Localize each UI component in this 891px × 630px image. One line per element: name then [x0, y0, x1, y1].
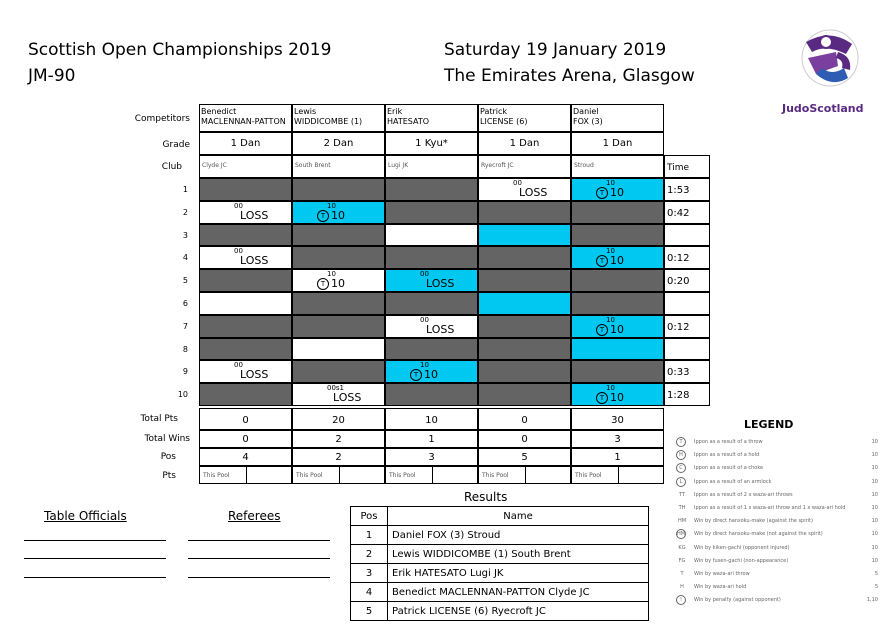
score-value: 10 — [331, 208, 345, 222]
competitor-last-name: MACLENNAN-PATTON — [201, 117, 286, 126]
legend-title: LEGEND — [744, 418, 794, 431]
contest-number: 6 — [182, 299, 188, 308]
score-value: 10 — [610, 391, 624, 405]
contest-cell — [292, 292, 385, 315]
legend-points: 10 — [871, 465, 878, 472]
contest-cell — [292, 246, 385, 269]
competitor-grade: 1 Dan — [199, 132, 292, 155]
contest-cell — [571, 315, 664, 338]
results-row — [351, 564, 649, 583]
contest-cell — [478, 383, 571, 406]
legend-description: Win by direct hansoku-make (not against the spirit) — [694, 531, 823, 538]
contest-number: 3 — [182, 230, 188, 240]
result-position: 1 — [351, 526, 388, 545]
legend-points: 10 — [871, 439, 878, 445]
contest-cell — [571, 201, 664, 224]
result-position: 5 — [351, 602, 388, 621]
score-value: 10 — [610, 322, 624, 336]
label-club: Club — [161, 162, 182, 172]
legend-symbol-icon: ! — [676, 595, 686, 605]
competitor-total-wins: 0 — [478, 430, 571, 448]
score-code: 00 — [420, 315, 429, 324]
score-value: LOSS — [426, 277, 455, 291]
result-position: 4 — [351, 583, 388, 602]
results-col-pos: Pos — [351, 507, 388, 526]
referees-heading: Referees — [228, 509, 281, 523]
legend-points: 10 — [871, 544, 878, 551]
win-score — [596, 186, 624, 199]
competitor-total-wins: 2 — [292, 430, 385, 448]
contest-cell — [571, 246, 664, 269]
loss-label — [333, 391, 361, 404]
legend-symbol-icon: HM — [677, 531, 686, 538]
competitor-first-name: Patrick — [480, 107, 508, 116]
judoscotland-logo — [782, 22, 866, 117]
score-value: 10 — [424, 368, 438, 382]
loss-label — [240, 209, 268, 222]
ippon-throw-icon: T — [596, 187, 608, 199]
contest-cell — [478, 201, 571, 224]
weight-category: JM-90 — [28, 66, 76, 86]
pts-this-pool: This Pool — [575, 472, 602, 479]
contest-cell — [199, 383, 292, 406]
win-score — [596, 391, 624, 404]
contest-cell — [292, 178, 385, 201]
contest-number: 9 — [182, 367, 188, 377]
contest-time: 0:42 — [664, 201, 710, 224]
result-name: Daniel FOX (3) Stroud — [388, 526, 649, 545]
contest-cell — [571, 292, 664, 315]
competitor-club: Ryecroft JC — [478, 155, 571, 178]
event-title: Scottish Open Championships 2019 — [28, 40, 332, 60]
score-code: 10 — [606, 247, 615, 256]
contest-cell — [478, 224, 571, 247]
label-total-pts: Total Pts — [140, 414, 178, 424]
contest-cell — [292, 201, 385, 224]
contest-cell — [478, 315, 571, 338]
legend-description: Win by penalty (against opponent) — [694, 597, 781, 604]
competitor-header — [385, 104, 478, 132]
score-code: 00 — [234, 201, 243, 210]
loss-label — [426, 323, 454, 336]
legend-symbol-icon: C — [676, 463, 686, 473]
contest-time: 0:12 — [664, 246, 710, 269]
competitor-grade: 1 Kyu* — [385, 132, 478, 155]
contest-cell — [199, 224, 292, 247]
contest-time — [664, 292, 710, 315]
contest-number: 5 — [182, 276, 188, 286]
loss-label — [240, 368, 268, 381]
competitor-header — [292, 104, 385, 132]
legend-description: Ippon as a result of a choke — [694, 465, 764, 472]
contest-time — [664, 224, 710, 247]
event-venue: The Emirates Arena, Glasgow — [444, 66, 695, 86]
contest-cell — [199, 178, 292, 201]
win-score — [596, 254, 624, 267]
referee-line — [188, 540, 330, 541]
ippon-throw-icon: T — [317, 278, 329, 290]
pts-this-pool: This Pool — [296, 472, 323, 479]
result-name: Patrick LICENSE (6) Ryecroft JC — [388, 602, 649, 621]
legend-points: 1,10 — [866, 597, 878, 604]
legend-symbol-icon: HM — [677, 518, 687, 525]
contest-cell — [385, 338, 478, 361]
legend-symbol-icon: L — [676, 477, 686, 487]
contest-number: 8 — [182, 344, 188, 354]
competitor-grade: 1 Dan — [478, 132, 571, 155]
contest-number: 7 — [182, 321, 188, 331]
legend-points: 10 — [871, 505, 878, 511]
competitor-club: Lugi JK — [385, 155, 478, 178]
legend-symbol-icon: T — [676, 437, 686, 447]
pts-divider — [246, 467, 247, 484]
contest-cell — [292, 315, 385, 338]
competitor-club: Clyde JC — [199, 155, 292, 178]
contest-cell — [199, 246, 292, 269]
contest-cell — [571, 360, 664, 383]
score-value: LOSS — [240, 368, 269, 382]
contest-number: 1 — [182, 185, 188, 194]
contest-time: 1:53 — [664, 178, 710, 201]
result-position: 2 — [351, 545, 388, 564]
score-code: 10 — [606, 315, 615, 324]
contest-time: 1:28 — [664, 383, 710, 406]
competitor-club: South Brent — [292, 155, 385, 178]
contest-number: 10 — [177, 390, 188, 400]
contest-cell — [478, 360, 571, 383]
legend-points: 10 — [871, 531, 878, 538]
score-code: 10 — [327, 270, 336, 279]
contest-cell — [199, 315, 292, 338]
legend-symbol-icon: H — [680, 584, 684, 591]
results-row — [351, 526, 649, 545]
score-code: 10 — [606, 384, 615, 393]
event-date: Saturday 19 January 2019 — [444, 40, 667, 60]
contest-cell — [292, 338, 385, 361]
official-line — [24, 558, 166, 559]
competitor-header — [199, 104, 292, 132]
score-value: 10 — [610, 186, 624, 199]
results-row — [351, 602, 649, 621]
results-col-name: Name — [388, 507, 649, 526]
loss-label — [519, 186, 547, 199]
contest-cell — [385, 360, 478, 383]
contest-cell — [292, 383, 385, 406]
contest-cell — [385, 201, 478, 224]
contest-cell — [292, 360, 385, 383]
competitor-pts — [199, 466, 292, 484]
contest-cell — [478, 246, 571, 269]
competitor-header — [478, 104, 571, 132]
legend-points: 10 — [871, 452, 878, 459]
result-name: Lewis WIDDICOMBE (1) South Brent — [388, 545, 649, 564]
results-row — [351, 583, 649, 602]
time-header: Time — [664, 155, 710, 178]
contest-cell — [385, 178, 478, 201]
score-value: LOSS — [519, 186, 548, 199]
ippon-throw-icon: T — [596, 392, 608, 404]
competitor-last-name: WIDDICOMBE (1) — [294, 117, 363, 126]
contest-cell — [478, 338, 571, 361]
competitor-last-name: LICENSE (6) — [480, 117, 528, 126]
legend-points: 10 — [871, 518, 878, 525]
results-table — [350, 506, 649, 621]
legend-symbol-icon: FG — [678, 557, 686, 564]
competitor-first-name: Lewis — [294, 107, 317, 116]
contest-cell — [199, 292, 292, 315]
competitor-last-name: FOX (3) — [573, 117, 603, 126]
legend-description: Ippon as a result of 1 x waza-ari throw and 1 x waza-ari hold — [694, 505, 846, 511]
competitor-total-pts: 20 — [292, 408, 385, 430]
loss-label — [426, 277, 454, 290]
ippon-throw-icon: T — [596, 255, 608, 267]
legend-description: Win by fusen-gachi (non-appearance) — [694, 557, 789, 564]
table-officials-heading: Table Officials — [44, 509, 127, 523]
label-pts: Pts — [162, 471, 176, 481]
win-score — [410, 368, 438, 381]
competitor-total-pts: 30 — [571, 408, 664, 430]
legend-symbol-icon: TT — [678, 491, 686, 498]
score-code: 00 — [513, 179, 522, 187]
contest-time: 0:33 — [664, 360, 710, 383]
score-value: LOSS — [333, 391, 362, 405]
contest-cell — [571, 178, 664, 201]
competitor-grade: 1 Dan — [571, 132, 664, 155]
competitor-total-wins: 3 — [571, 430, 664, 448]
score-code: 10 — [420, 361, 429, 370]
pts-this-pool: This Pool — [482, 472, 509, 479]
competitor-pts — [385, 466, 478, 484]
contest-cell — [571, 383, 664, 406]
logo-text: JudoScotland — [782, 102, 864, 115]
ippon-throw-icon: T — [410, 369, 422, 381]
competitor-pts — [292, 466, 385, 484]
contest-time: 0:20 — [664, 269, 710, 292]
score-value: LOSS — [240, 254, 269, 268]
contest-cell — [571, 224, 664, 247]
score-code: 10 — [327, 201, 336, 210]
competitor-grade: 2 Dan — [292, 132, 385, 155]
score-code: 00 — [234, 247, 243, 256]
ippon-throw-icon: T — [596, 324, 608, 336]
legend-description: Win by direct hansoku-make (against the spirit) — [694, 518, 813, 525]
competitor-pts — [571, 466, 664, 484]
win-score — [317, 277, 345, 290]
ippon-throw-icon: T — [317, 210, 329, 222]
legend-symbol-icon: KG — [678, 544, 686, 551]
results-row — [351, 545, 649, 564]
official-line — [24, 540, 166, 541]
referee-line — [188, 558, 330, 559]
competitor-last-name: HATESATO — [387, 117, 430, 126]
score-code: 00 — [234, 361, 243, 370]
judoscotland-emblem-icon — [786, 22, 866, 102]
legend-description: Win by waza-ari throw — [694, 571, 750, 577]
contest-cell — [385, 292, 478, 315]
label-grade: Grade — [162, 140, 190, 150]
contest-cell — [199, 360, 292, 383]
pts-divider — [618, 467, 619, 484]
score-value: LOSS — [426, 322, 455, 336]
contest-cell — [478, 292, 571, 315]
contest-cell — [385, 315, 478, 338]
legend-description: Win by waza-ari hold — [694, 584, 747, 591]
competitor-pos: 3 — [385, 448, 478, 466]
contest-number: 4 — [182, 253, 188, 263]
legend-points: 5 — [874, 571, 878, 577]
competitor-total-wins: 1 — [385, 430, 478, 448]
pts-divider — [525, 467, 526, 484]
legend-description: Ippon as a result of a throw — [694, 439, 763, 445]
legend-description: Ippon as a result of an armlock — [694, 478, 772, 485]
legend-points: 10 — [871, 478, 878, 485]
loss-label — [240, 254, 268, 267]
competitor-pos: 5 — [478, 448, 571, 466]
pts-this-pool: This Pool — [203, 472, 230, 479]
win-score — [596, 323, 624, 336]
competitor-pos: 1 — [571, 448, 664, 466]
results-title: Results — [464, 490, 508, 504]
competitor-total-pts: 10 — [385, 408, 478, 430]
contest-time — [664, 338, 710, 361]
legend-symbol-icon: T — [680, 571, 684, 577]
contest-cell — [385, 224, 478, 247]
competitor-pos: 2 — [292, 448, 385, 466]
contest-cell — [571, 269, 664, 292]
pts-divider — [339, 467, 340, 484]
official-line — [24, 577, 166, 578]
pts-divider — [432, 467, 433, 484]
result-position: 3 — [351, 564, 388, 583]
contest-cell — [385, 383, 478, 406]
legend-points: 10 — [871, 491, 878, 498]
contest-cell — [199, 201, 292, 224]
score-code: 10 — [606, 179, 615, 187]
contest-cell — [292, 269, 385, 292]
contest-cell — [385, 269, 478, 292]
label-pos: Pos — [160, 452, 176, 462]
competitor-club: Stroud — [571, 155, 664, 178]
competitor-first-name: Erik — [387, 107, 403, 116]
referee-line — [188, 577, 330, 578]
result-name: Erik HATESATO Lugi JK — [388, 564, 649, 583]
score-value: LOSS — [240, 208, 269, 222]
competitor-first-name: Daniel — [573, 107, 599, 116]
contest-cell — [478, 178, 571, 201]
score-value: 10 — [610, 254, 624, 268]
legend-symbol-icon: TH — [678, 505, 686, 511]
contest-time: 0:12 — [664, 315, 710, 338]
competitor-total-wins: 0 — [199, 430, 292, 448]
pts-this-pool: This Pool — [389, 472, 416, 479]
contest-cell — [292, 224, 385, 247]
contest-cell — [199, 269, 292, 292]
label-total-wins: Total Wins — [144, 434, 190, 444]
score-value: 10 — [331, 277, 345, 291]
competitor-header — [571, 104, 664, 132]
legend-description: Ippon as a result of 2 x waza-ari throws — [694, 491, 793, 498]
competitor-pts — [478, 466, 571, 484]
score-code: 00s1 — [327, 384, 345, 393]
contest-cell — [571, 338, 664, 361]
contest-cell — [199, 338, 292, 361]
competitor-pos: 4 — [199, 448, 292, 466]
legend-description: Win by kiken-gachi (opponent injured) — [694, 544, 790, 551]
result-name: Benedict MACLENNAN-PATTON Clyde JC — [388, 583, 649, 602]
contest-cell — [478, 269, 571, 292]
contest-cell — [385, 246, 478, 269]
score-code: 00 — [420, 270, 429, 279]
competitor-total-pts: 0 — [478, 408, 571, 430]
legend-points: 5 — [874, 584, 878, 591]
legend-description: Ippon as a result of a hold — [694, 452, 760, 459]
label-competitors: Competitors — [134, 114, 190, 124]
win-score — [317, 209, 345, 222]
contest-number: 2 — [182, 207, 188, 217]
legend-points: 10 — [871, 557, 878, 564]
legend-symbol-icon: H — [676, 450, 686, 460]
competitor-total-pts: 0 — [199, 408, 292, 430]
competitor-first-name: Benedict — [201, 107, 237, 116]
